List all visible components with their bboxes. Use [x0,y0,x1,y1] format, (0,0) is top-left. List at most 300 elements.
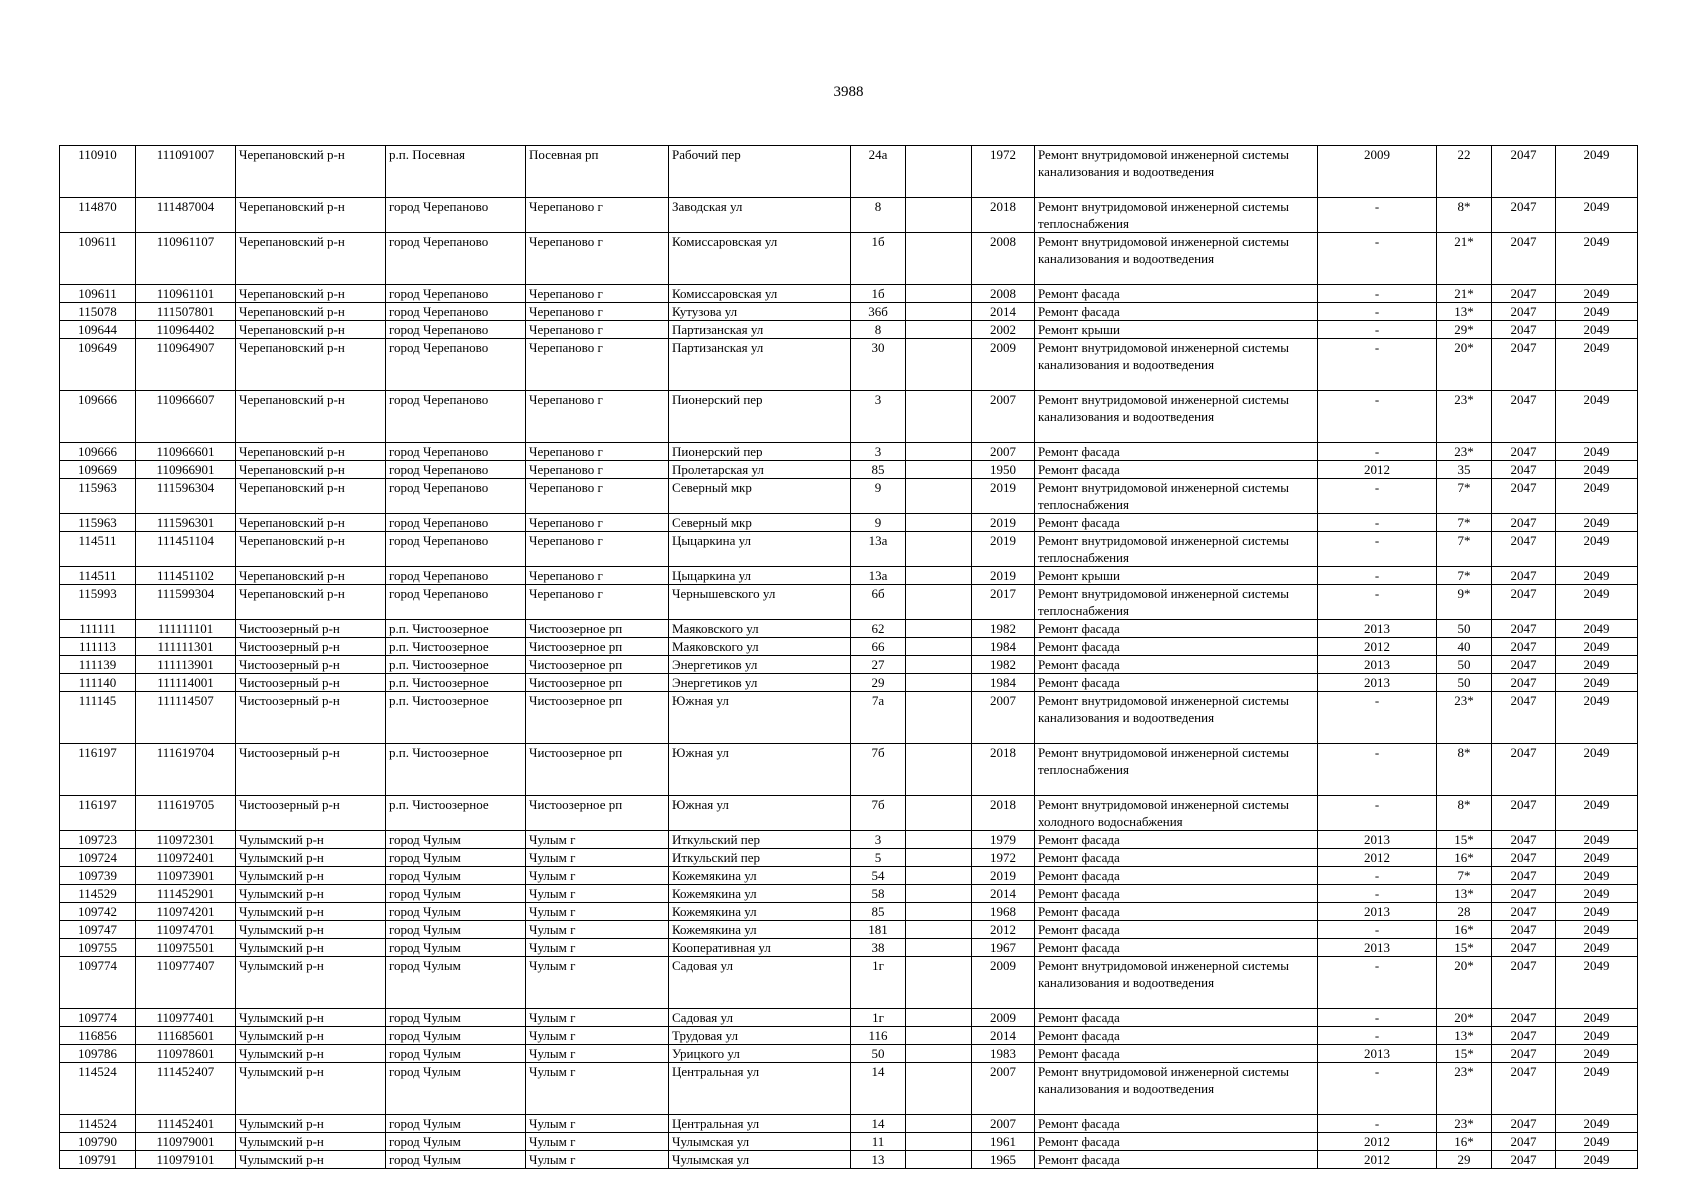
cell-last-repair-year: - [1318,692,1437,744]
cell-wear: 7* [1437,514,1492,532]
cell-district: Черепановский р-н [236,391,386,443]
cell-row-id: 115993 [60,585,136,620]
cell-work-id: 110966901 [136,461,236,479]
cell-building [906,585,972,620]
cell-wear: 23* [1437,1115,1492,1133]
cell-street: Северный мкр [669,479,851,514]
cell-work-type: Ремонт фасада [1035,903,1318,921]
cell-last-repair-year: - [1318,198,1437,233]
cell-build-year: 1950 [972,461,1035,479]
cell-plan-end: 2049 [1556,939,1638,957]
cell-locality: Чулым г [526,1027,669,1045]
cell-plan-end: 2049 [1556,867,1638,885]
cell-plan-end: 2049 [1556,321,1638,339]
cell-plan-start: 2047 [1492,285,1556,303]
cell-plan-end: 2049 [1556,233,1638,285]
cell-house-number: 38 [851,939,906,957]
cell-work-id: 110961101 [136,285,236,303]
cell-plan-end: 2049 [1556,1027,1638,1045]
table-row [60,1009,1638,1027]
cell-settlement: р.п. Чистоозерное [386,620,526,638]
cell-work-type: Ремонт внутридомовой инженерной системы теплоснабжения [1035,532,1318,567]
cell-locality: Черепаново г [526,443,669,461]
cell-district: Чулымский р-н [236,939,386,957]
cell-district: Чистоозерный р-н [236,656,386,674]
cell-build-year: 2008 [972,233,1035,285]
cell-last-repair-year: - [1318,567,1437,585]
cell-work-type: Ремонт фасада [1035,461,1318,479]
cell-settlement: р.п. Чистоозерное [386,656,526,674]
cell-last-repair-year: 2013 [1318,656,1437,674]
cell-house-number: 54 [851,867,906,885]
cell-build-year: 1961 [972,1133,1035,1151]
cell-plan-end: 2049 [1556,303,1638,321]
cell-house-number: 9 [851,479,906,514]
cell-build-year: 1972 [972,146,1035,198]
cell-plan-end: 2049 [1556,744,1638,796]
cell-house-number: 13а [851,532,906,567]
cell-district: Чулымский р-н [236,1063,386,1115]
cell-plan-start: 2047 [1492,849,1556,867]
cell-building [906,796,972,831]
cell-last-repair-year: - [1318,921,1437,939]
table-row [60,831,1638,849]
table-row [60,849,1638,867]
cell-work-type: Ремонт фасада [1035,1045,1318,1063]
cell-district: Чулымский р-н [236,885,386,903]
cell-house-number: 36б [851,303,906,321]
cell-wear: 21* [1437,233,1492,285]
cell-house-number: 27 [851,656,906,674]
cell-locality: Чулым г [526,939,669,957]
cell-work-type: Ремонт фасада [1035,1027,1318,1045]
cell-wear: 23* [1437,391,1492,443]
cell-house-number: 13 [851,1151,906,1169]
cell-last-repair-year: 2013 [1318,674,1437,692]
cell-settlement: город Черепаново [386,285,526,303]
cell-last-repair-year: 2009 [1318,146,1437,198]
cell-row-id: 109747 [60,921,136,939]
cell-last-repair-year: 2013 [1318,1045,1437,1063]
cell-build-year: 2018 [972,744,1035,796]
cell-wear: 7* [1437,532,1492,567]
cell-street: Рабочий пер [669,146,851,198]
cell-work-type: Ремонт фасада [1035,867,1318,885]
cell-house-number: 3 [851,831,906,849]
cell-build-year: 1965 [972,1151,1035,1169]
cell-street: Маяковского ул [669,620,851,638]
cell-settlement: город Чулым [386,1133,526,1151]
cell-plan-end: 2049 [1556,146,1638,198]
cell-building [906,638,972,656]
cell-row-id: 109611 [60,233,136,285]
cell-row-id: 114870 [60,198,136,233]
cell-settlement: город Черепаново [386,303,526,321]
cell-row-id: 111113 [60,638,136,656]
cell-work-id: 111452407 [136,1063,236,1115]
cell-work-id: 111451104 [136,532,236,567]
table-row [60,321,1638,339]
cell-work-id: 110964907 [136,339,236,391]
cell-plan-end: 2049 [1556,585,1638,620]
cell-plan-start: 2047 [1492,391,1556,443]
cell-plan-start: 2047 [1492,903,1556,921]
cell-row-id: 116856 [60,1027,136,1045]
cell-district: Чистоозерный р-н [236,744,386,796]
cell-last-repair-year: - [1318,514,1437,532]
cell-locality: Черепаново г [526,585,669,620]
table-row [60,146,1638,198]
cell-settlement: город Черепаново [386,198,526,233]
cell-street: Пионерский пер [669,443,851,461]
cell-build-year: 2014 [972,303,1035,321]
cell-building [906,479,972,514]
cell-row-id: 109774 [60,957,136,1009]
cell-row-id: 109649 [60,339,136,391]
cell-street: Энергетиков ул [669,656,851,674]
cell-last-repair-year: 2012 [1318,1133,1437,1151]
cell-settlement: р.п. Посевная [386,146,526,198]
cell-settlement: город Черепаново [386,339,526,391]
cell-last-repair-year: 2012 [1318,638,1437,656]
cell-plan-end: 2049 [1556,1151,1638,1169]
cell-build-year: 1983 [972,1045,1035,1063]
cell-last-repair-year: - [1318,479,1437,514]
table-row [60,567,1638,585]
cell-building [906,674,972,692]
cell-last-repair-year: - [1318,303,1437,321]
table-row [60,939,1638,957]
cell-house-number: 14 [851,1063,906,1115]
cell-plan-end: 2049 [1556,1009,1638,1027]
cell-plan-end: 2049 [1556,849,1638,867]
cell-street: Иткульский пер [669,831,851,849]
table-row [60,885,1638,903]
table-row [60,744,1638,796]
cell-build-year: 2007 [972,692,1035,744]
cell-locality: Черепаново г [526,514,669,532]
cell-building [906,903,972,921]
cell-street: Кожемякина ул [669,903,851,921]
table-row [60,1063,1638,1115]
cell-house-number: 8 [851,198,906,233]
cell-work-id: 111451102 [136,567,236,585]
cell-building [906,532,972,567]
table-row [60,198,1638,233]
table-row [60,796,1638,831]
cell-work-id: 111685601 [136,1027,236,1045]
cell-settlement: город Черепаново [386,567,526,585]
cell-row-id: 116197 [60,796,136,831]
cell-wear: 16* [1437,849,1492,867]
cell-work-type: Ремонт фасада [1035,620,1318,638]
cell-locality: Черепаново г [526,321,669,339]
cell-work-id: 110978601 [136,1045,236,1063]
cell-house-number: 1г [851,1009,906,1027]
cell-house-number: 7а [851,692,906,744]
cell-wear: 13* [1437,1027,1492,1045]
cell-plan-end: 2049 [1556,391,1638,443]
table-row [60,285,1638,303]
table-row [60,1133,1638,1151]
cell-last-repair-year: 2012 [1318,849,1437,867]
cell-plan-start: 2047 [1492,443,1556,461]
cell-plan-start: 2047 [1492,867,1556,885]
cell-work-type: Ремонт внутридомовой инженерной системы канализования и водоотведения [1035,1063,1318,1115]
cell-house-number: 85 [851,461,906,479]
cell-locality: Чистоозерное рп [526,796,669,831]
cell-work-id: 110975501 [136,939,236,957]
cell-settlement: р.п. Чистоозерное [386,638,526,656]
cell-last-repair-year: - [1318,1115,1437,1133]
cell-house-number: 9 [851,514,906,532]
cell-street: Чулымская ул [669,1133,851,1151]
cell-wear: 28 [1437,903,1492,921]
cell-building [906,146,972,198]
table-row [60,532,1638,567]
cell-build-year: 2019 [972,532,1035,567]
cell-district: Чистоозерный р-н [236,638,386,656]
cell-build-year: 1984 [972,638,1035,656]
table-row [60,867,1638,885]
cell-settlement: город Чулым [386,867,526,885]
cell-plan-start: 2047 [1492,532,1556,567]
cell-work-id: 111111101 [136,620,236,638]
cell-locality: Чистоозерное рп [526,692,669,744]
cell-plan-end: 2049 [1556,921,1638,939]
cell-house-number: 50 [851,1045,906,1063]
cell-house-number: 5 [851,849,906,867]
cell-district: Чулымский р-н [236,1115,386,1133]
cell-locality: Чулым г [526,885,669,903]
cell-wear: 29 [1437,1151,1492,1169]
cell-street: Пролетарская ул [669,461,851,479]
cell-row-id: 109644 [60,321,136,339]
cell-locality: Чулым г [526,1063,669,1115]
cell-build-year: 1972 [972,849,1035,867]
table-row [60,1027,1638,1045]
cell-work-type: Ремонт внутридомовой инженерной системы холодного водоснабжения [1035,796,1318,831]
cell-last-repair-year: 2012 [1318,1151,1437,1169]
cell-settlement: город Чулым [386,1027,526,1045]
cell-work-type: Ремонт внутридомовой инженерной системы канализования и водоотведения [1035,391,1318,443]
cell-work-id: 110964402 [136,321,236,339]
cell-build-year: 1982 [972,620,1035,638]
cell-last-repair-year: - [1318,957,1437,1009]
cell-wear: 16* [1437,921,1492,939]
cell-street: Кутузова ул [669,303,851,321]
cell-work-type: Ремонт фасада [1035,1151,1318,1169]
cell-house-number: 62 [851,620,906,638]
cell-locality: Черепаново г [526,233,669,285]
cell-street: Заводская ул [669,198,851,233]
table-row [60,903,1638,921]
cell-work-id: 111113901 [136,656,236,674]
cell-build-year: 2019 [972,514,1035,532]
cell-build-year: 2018 [972,198,1035,233]
cell-row-id: 109742 [60,903,136,921]
cell-row-id: 109774 [60,1009,136,1027]
cell-work-type: Ремонт внутридомовой инженерной системы канализования и водоотведения [1035,146,1318,198]
cell-wear: 23* [1437,692,1492,744]
cell-district: Чулымский р-н [236,849,386,867]
cell-wear: 7* [1437,867,1492,885]
cell-plan-start: 2047 [1492,885,1556,903]
cell-plan-start: 2047 [1492,796,1556,831]
cell-plan-start: 2047 [1492,321,1556,339]
cell-work-type: Ремонт внутридомовой инженерной системы канализования и водоотведения [1035,339,1318,391]
cell-locality: Чулым г [526,1115,669,1133]
cell-build-year: 2007 [972,391,1035,443]
cell-settlement: город Чулым [386,831,526,849]
cell-locality: Чистоозерное рп [526,656,669,674]
cell-wear: 40 [1437,638,1492,656]
cell-row-id: 115963 [60,514,136,532]
cell-wear: 23* [1437,1063,1492,1115]
cell-work-id: 111507801 [136,303,236,321]
cell-row-id: 114529 [60,885,136,903]
cell-work-type: Ремонт фасада [1035,443,1318,461]
table-row [60,303,1638,321]
cell-district: Чулымский р-н [236,903,386,921]
cell-settlement: город Черепаново [386,321,526,339]
cell-build-year: 2012 [972,921,1035,939]
cell-plan-start: 2047 [1492,692,1556,744]
cell-building [906,233,972,285]
table-row [60,1115,1638,1133]
cell-settlement: р.п. Чистоозерное [386,692,526,744]
cell-last-repair-year: - [1318,321,1437,339]
cell-district: Черепановский р-н [236,514,386,532]
cell-plan-end: 2049 [1556,1045,1638,1063]
cell-house-number: 1г [851,957,906,1009]
table-row [60,620,1638,638]
cell-plan-end: 2049 [1556,198,1638,233]
cell-building [906,831,972,849]
cell-house-number: 85 [851,903,906,921]
cell-build-year: 2019 [972,567,1035,585]
cell-build-year: 2007 [972,1115,1035,1133]
cell-plan-end: 2049 [1556,479,1638,514]
cell-wear: 7* [1437,479,1492,514]
cell-plan-start: 2047 [1492,303,1556,321]
cell-work-id: 111619704 [136,744,236,796]
cell-locality: Чулым г [526,849,669,867]
cell-row-id: 115078 [60,303,136,321]
cell-street: Северный мкр [669,514,851,532]
cell-work-id: 111599304 [136,585,236,620]
cell-plan-start: 2047 [1492,1115,1556,1133]
cell-plan-start: 2047 [1492,939,1556,957]
cell-locality: Чулым г [526,1045,669,1063]
cell-house-number: 181 [851,921,906,939]
cell-last-repair-year: - [1318,867,1437,885]
cell-row-id: 114511 [60,532,136,567]
cell-wear: 50 [1437,674,1492,692]
cell-wear: 13* [1437,303,1492,321]
cell-work-type: Ремонт внутридомовой инженерной системы теплоснабжения [1035,585,1318,620]
cell-building [906,1133,972,1151]
cell-build-year: 1984 [972,674,1035,692]
cell-street: Южная ул [669,796,851,831]
cell-district: Черепановский р-н [236,532,386,567]
cell-district: Чулымский р-н [236,1045,386,1063]
cell-build-year: 2019 [972,867,1035,885]
cell-last-repair-year: 2013 [1318,903,1437,921]
cell-house-number: 13а [851,567,906,585]
cell-wear: 20* [1437,339,1492,391]
cell-building [906,391,972,443]
cell-street: Чернышевского ул [669,585,851,620]
cell-plan-end: 2049 [1556,656,1638,674]
cell-plan-end: 2049 [1556,1063,1638,1115]
cell-building [906,849,972,867]
cell-district: Черепановский р-н [236,479,386,514]
cell-plan-start: 2047 [1492,957,1556,1009]
cell-settlement: город Чулым [386,939,526,957]
cell-row-id: 115963 [60,479,136,514]
cell-house-number: 116 [851,1027,906,1045]
cell-build-year: 1967 [972,939,1035,957]
cell-row-id: 111145 [60,692,136,744]
cell-plan-start: 2047 [1492,461,1556,479]
cell-house-number: 30 [851,339,906,391]
cell-plan-end: 2049 [1556,285,1638,303]
cell-row-id: 109666 [60,443,136,461]
cell-plan-end: 2049 [1556,514,1638,532]
cell-locality: Черепаново г [526,285,669,303]
cell-district: Черепановский р-н [236,198,386,233]
table-row [60,921,1638,939]
cell-row-id: 109790 [60,1133,136,1151]
cell-settlement: р.п. Чистоозерное [386,744,526,796]
cell-plan-start: 2047 [1492,1009,1556,1027]
cell-work-id: 110977407 [136,957,236,1009]
cell-build-year: 1979 [972,831,1035,849]
cell-build-year: 2007 [972,443,1035,461]
cell-building [906,1027,972,1045]
cell-locality: Черепаново г [526,479,669,514]
cell-row-id: 109755 [60,939,136,957]
cell-work-type: Ремонт фасада [1035,849,1318,867]
cell-locality: Чулым г [526,1151,669,1169]
cell-wear: 35 [1437,461,1492,479]
cell-plan-start: 2047 [1492,1045,1556,1063]
cell-street: Кооперативная ул [669,939,851,957]
cell-house-number: 6б [851,585,906,620]
table-body [60,146,1638,1169]
cell-last-repair-year: - [1318,391,1437,443]
cell-street: Южная ул [669,692,851,744]
cell-street: Партизанская ул [669,339,851,391]
cell-build-year: 2009 [972,1009,1035,1027]
cell-building [906,198,972,233]
cell-work-id: 110966607 [136,391,236,443]
cell-district: Чулымский р-н [236,1027,386,1045]
cell-build-year: 2019 [972,479,1035,514]
table-row [60,514,1638,532]
table-row [60,233,1638,285]
cell-locality: Посевная рп [526,146,669,198]
cell-locality: Чистоозерное рп [526,638,669,656]
cell-house-number: 29 [851,674,906,692]
cell-district: Чулымский р-н [236,921,386,939]
cell-last-repair-year: 2013 [1318,939,1437,957]
cell-last-repair-year: - [1318,885,1437,903]
cell-district: Чулымский р-н [236,1009,386,1027]
cell-house-number: 58 [851,885,906,903]
cell-wear: 29* [1437,321,1492,339]
